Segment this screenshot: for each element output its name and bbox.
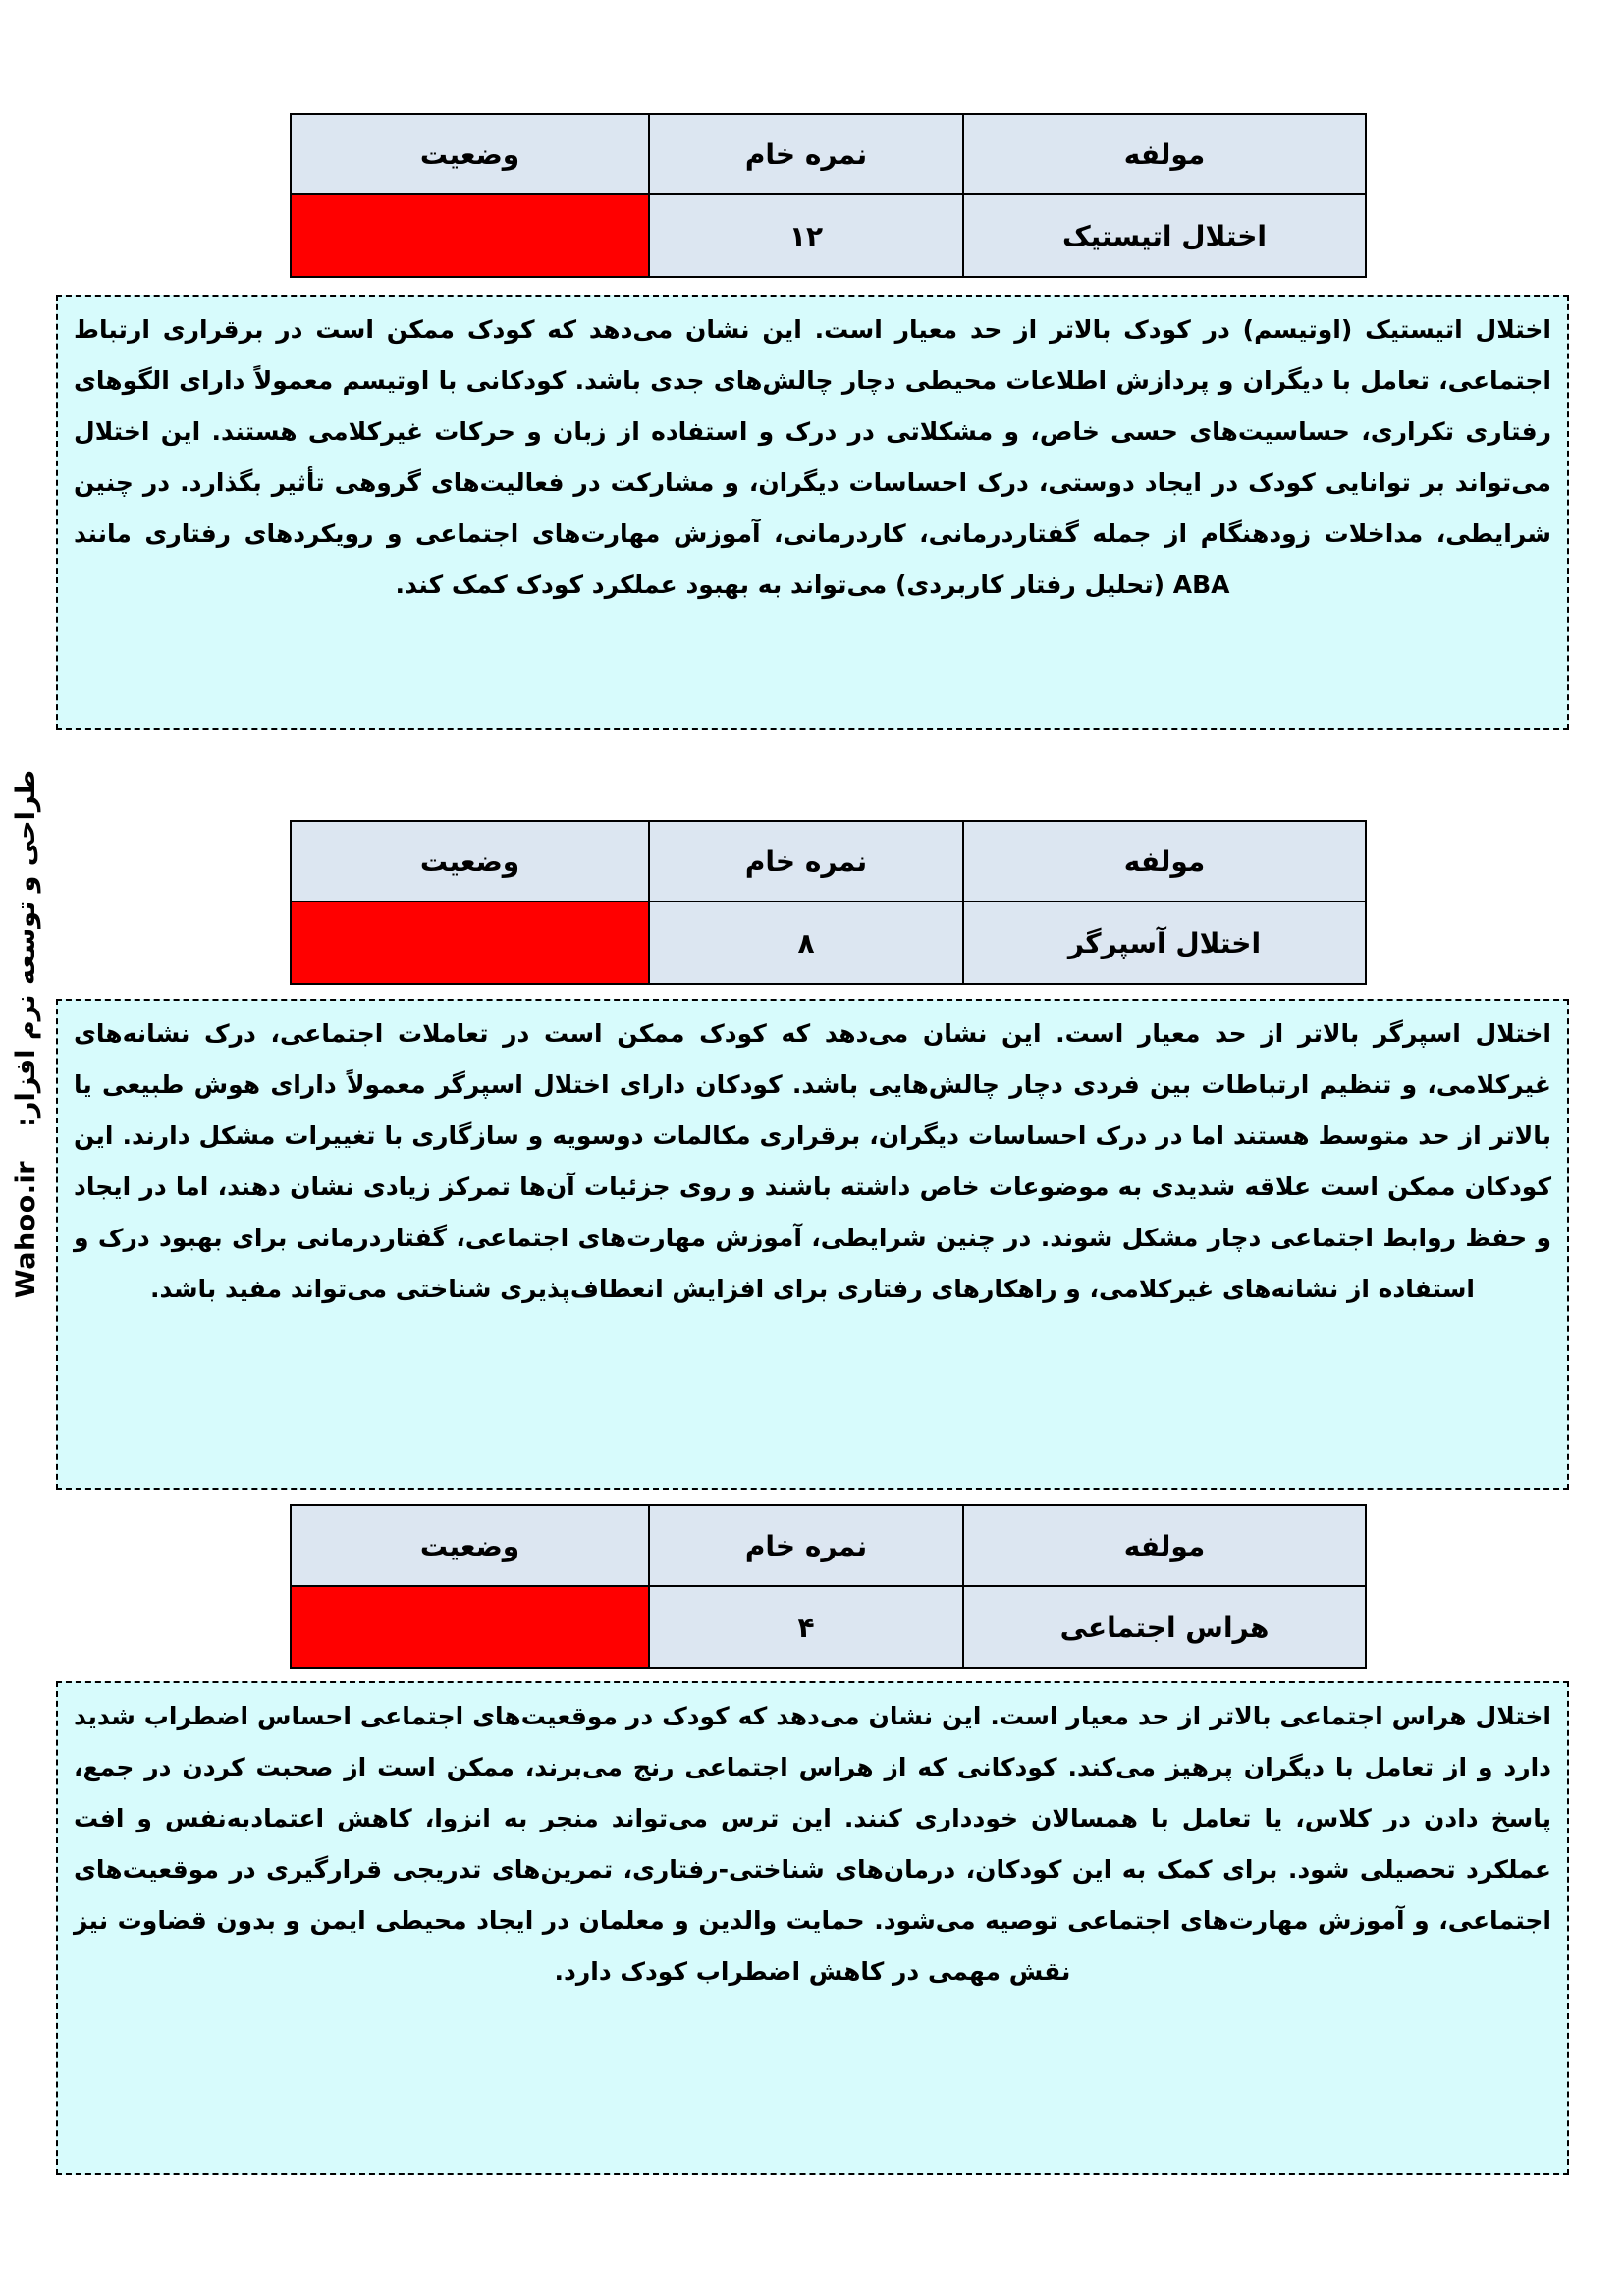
description-box-autistic <box>56 295 1569 730</box>
score-table-autistic <box>290 113 1367 278</box>
software-credit <box>6 728 47 1340</box>
score-table-asperger <box>290 820 1367 985</box>
column-header-component: مولفه <box>963 114 1366 194</box>
column-header-component: مولفه <box>963 821 1366 902</box>
component-cell: اختلال اتیستیک <box>963 194 1366 277</box>
column-header-raw-score: نمره خام <box>649 1505 963 1586</box>
table-data-row <box>291 194 1366 277</box>
component-cell: هراس اجتماعی <box>963 1586 1366 1668</box>
description-box-social-phobia <box>56 1681 1569 2175</box>
table-header-row <box>291 114 1366 194</box>
table-data-row <box>291 1586 1366 1668</box>
component-cell: اختلال آسپرگر <box>963 902 1366 984</box>
description-text-autistic: اختلال اتیستیک (اوتیسم) در کودک بالاتر از حد معیار است. این نشان می‌دهد که کودک ممکن است در برقراری ارتباط اجتماعی، تعامل با دیگران و پردازش اطلاعات محیطی دچار چالش‌های جدی باشد. کودکانی با اوتیسم معمولاً دارای الگوهای رفتاری تکراری، حساسیت‌های حسی خاص، و مشکلاتی در درک و استفاده از زبان و حرکات غیرکلامی هستند. این اختلال می‌تواند بر توانایی کودک در ایجاد دوستی، درک احساسات دیگران، و مشارکت در فعالیت‌های گروهی تأثیر بگذارد. در چنین شرایطی، مداخلات زودهنگام از جمله گفتاردرمانی، کاردرمانی، آموزش مهارت‌های اجتماعی و رویکردهای رفتاری مانند ABA (تحلیل رفتار کاربردی) می‌تواند به بهبود عملکرد کودک کمک کند. <box>74 315 1551 599</box>
column-header-status: وضعیت <box>291 114 649 194</box>
description-text-asperger: اختلال اسپرگر بالاتر از حد معیار است. این نشان می‌دهد که کودک ممکن است در تعاملات اجتماعی، درک نشانه‌های غیرکلامی، و تنظیم ارتباطات بین فردی دچار چالش‌هایی باشد. کودکان دارای اختلال اسپرگر معمولاً دارای هوش طبیعی یا بالاتر از حد متوسط هستند اما در درک احساسات دیگران، برقراری مکالمات دوسویه و سازگاری با تغییرات مشکل دارند. این کودکان ممکن است علاقه شدیدی به موضوعات خاص داشته باشند و روی جزئیات آن‌ها تمرکز زیادی نشان دهند، اما در ایجاد و حفظ روابط اجتماعی دچار مشکل شوند. در چنین شرایطی، آموزش مهارت‌های اجتماعی، گفتاردرمانی برای بهبود درک و استفاده از نشانه‌های غیرکلامی، و راهکارهای رفتاری برای افزایش انعطاف‌پذیری شناختی می‌تواند مفید باشد. <box>74 1019 1551 1303</box>
status-cell <box>291 902 649 984</box>
raw-score-cell: ۴ <box>649 1586 963 1668</box>
raw-score-cell: ۸ <box>649 902 963 984</box>
software-credit-brand: Wahoo.ir <box>11 1160 41 1299</box>
column-header-status: وضعیت <box>291 821 649 902</box>
raw-score-cell: ۱۲ <box>649 194 963 277</box>
column-header-raw-score: نمره خام <box>649 821 963 902</box>
column-header-component: مولفه <box>963 1505 1366 1586</box>
software-credit-label: طراحی و توسعه نرم افزار: <box>11 769 41 1127</box>
description-text-social-phobia: اختلال هراس اجتماعی بالاتر از حد معیار است. این نشان می‌دهد که کودک در موقعیت‌های اجتماعی احساس اضطراب شدید دارد و از تعامل با دیگران پرهیز می‌کند. کودکانی که از هراس اجتماعی رنج می‌برند، ممکن است از صحبت کردن در جمع، پاسخ دادن در کلاس، یا تعامل با همسالان خودداری کنند. این ترس می‌تواند منجر به انزوا، کاهش اعتمادبه‌نفس و افت عملکرد تحصیلی شود. برای کمک به این کودکان، درمان‌های شناختی-رفتاری، تمرین‌های تدریجی قرارگیری در موقعیت‌های اجتماعی، و آموزش مهارت‌های اجتماعی توصیه می‌شود. حمایت والدین و معلمان در ایجاد محیطی ایمن و بدون قضاوت نیز نقش مهمی در کاهش اضطراب کودک دارد. <box>74 1702 1551 1986</box>
column-header-raw-score: نمره خام <box>649 114 963 194</box>
status-cell <box>291 194 649 277</box>
status-cell <box>291 1586 649 1668</box>
description-box-asperger <box>56 999 1569 1490</box>
column-header-status: وضعیت <box>291 1505 649 1586</box>
table-header-row <box>291 1505 1366 1586</box>
table-header-row <box>291 821 1366 902</box>
table-data-row <box>291 902 1366 984</box>
score-table-social-phobia <box>290 1504 1367 1669</box>
